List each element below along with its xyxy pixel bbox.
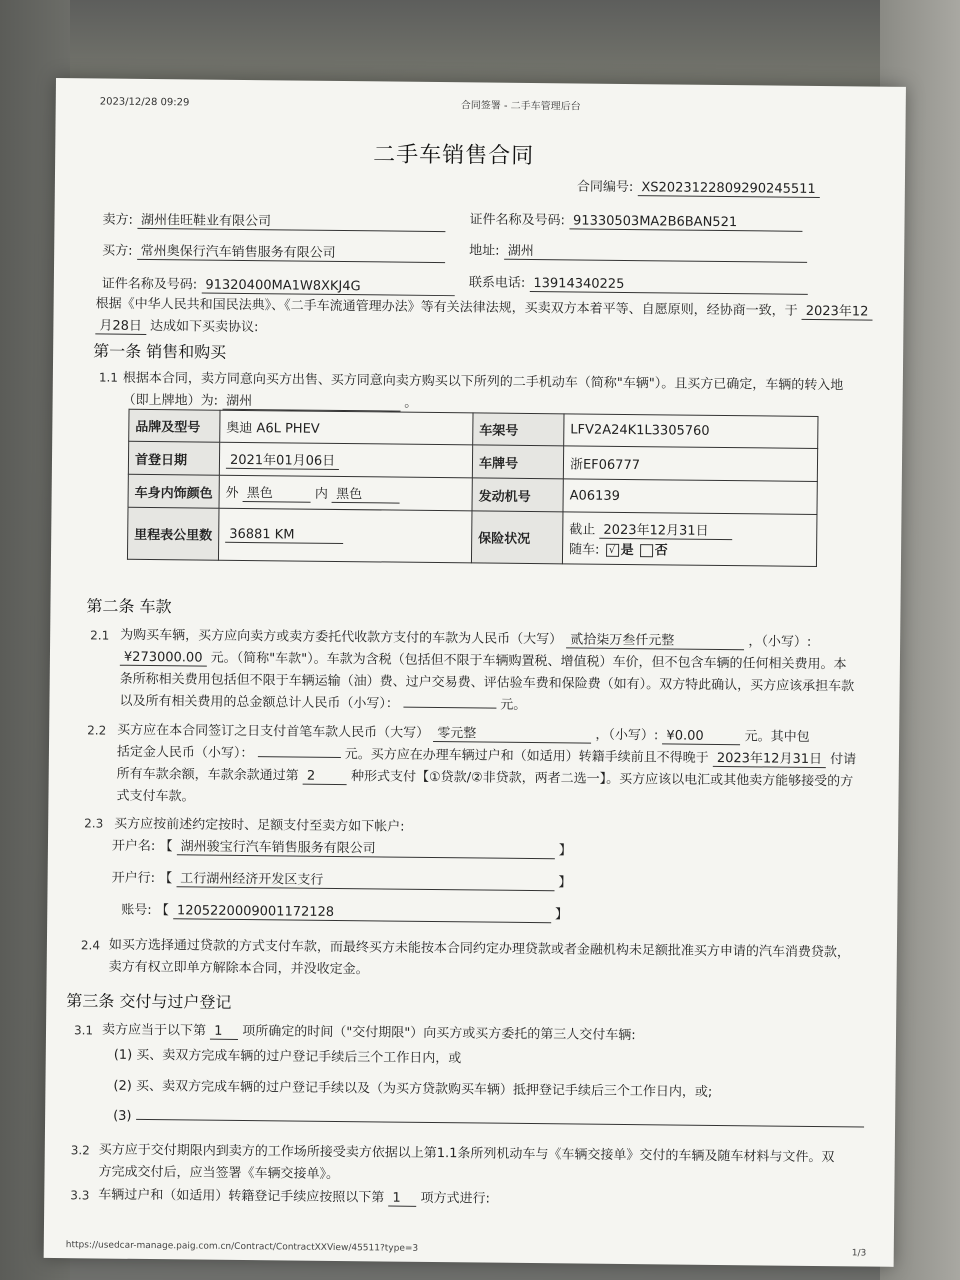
- delivery-option-2: (2) 买、卖双方完成车辆的过户登记手续以及（为买方贷款购买车辆）抵押登记手续后三个工作日内，或;: [113, 1078, 713, 1100]
- exterior-color: 黑色: [243, 482, 311, 503]
- vin: LFV2A24K1L3305760: [564, 414, 818, 449]
- intro-text-2: 达成如下买卖协议:: [150, 318, 259, 336]
- account-name: 湖州骏宝行汽车销售服务有限公司: [177, 835, 555, 859]
- plate: 浙EF06777: [563, 446, 817, 482]
- clause-2-1-end: 元。: [500, 697, 527, 713]
- insurance-cell: [562, 512, 817, 567]
- article-3-title: 第三条 交付与过户登记: [66, 991, 232, 1012]
- phone-row: [469, 271, 808, 295]
- insurance-label: 保险状况: [471, 511, 563, 564]
- no-checkbox: [640, 544, 653, 557]
- deposit-small-label: ，（小写）:: [595, 727, 659, 744]
- account-name-label: 开户名:: [111, 838, 156, 855]
- total-amount-blank: [403, 707, 496, 709]
- table-row: [127, 507, 817, 566]
- buyer-row: [102, 239, 445, 263]
- clause-2-2-text-c: 括定金人民币（小写）：: [116, 744, 254, 762]
- option-3-blank: [136, 1119, 864, 1128]
- earnest-blank: [258, 756, 341, 758]
- clause-2-2-text: 买方应在本合同签订之日支付首笔车款人民币（大写）: [117, 722, 430, 741]
- clause-2-2-text-g: 种形式支付【①贷款/②非贷款，两者二选一】。买方应该以电汇或其他卖方能够接受的方: [350, 769, 854, 790]
- option-3-label: (3): [113, 1108, 132, 1124]
- clause-3-1-number: 3.1: [73, 1023, 94, 1038]
- intro-date-1: 2023年12: [802, 300, 873, 321]
- interior-label: 内: [314, 486, 329, 502]
- seller-row: [102, 208, 445, 232]
- yes-checkbox: √: [606, 544, 619, 557]
- color-cell: [219, 475, 472, 511]
- clause-1-1-text: 根据本合同，卖方同意向买方出售、买方同意向卖方购买以下所列的二手机动车（简称"车辆"）。且买方已确定，车辆的转入地: [122, 370, 844, 394]
- buyer-label: 买方:: [102, 243, 133, 259]
- payment-method: 2: [303, 769, 347, 785]
- clause-3-3-number: 3.3: [70, 1188, 90, 1203]
- clause-2-1-text-4: 以及所有相关费用的总金额总计人民币（小写）：: [119, 693, 400, 712]
- delivery-option-3: [113, 1109, 864, 1132]
- bracket-right: 】: [558, 875, 572, 891]
- transfer-city: 湖州: [222, 390, 400, 412]
- engine: A06139: [563, 479, 817, 515]
- contract-number: XS2023122809290245511: [637, 180, 819, 198]
- vin-label: 车架号: [473, 413, 564, 446]
- clause-1-1-text-2: （即上牌地）为:: [122, 392, 219, 409]
- vehicle-table: [127, 409, 819, 567]
- seller-id: 91330503MA2B6BAN521: [569, 213, 802, 231]
- brand: 奥迪 A6L PHEV: [220, 410, 473, 445]
- account-number: 1205220009001172128: [173, 903, 551, 923]
- clause-2-2-text-f: 所有车款余额，车款余款通过第: [116, 766, 299, 784]
- clause-2-1-number: 2.1: [90, 628, 110, 643]
- reg-date: 2021年01月06日: [226, 449, 339, 470]
- clause-3-1-line-1: [102, 1019, 636, 1045]
- contract-number-label: 合同编号:: [576, 179, 634, 196]
- clause-3-2-number: 3.2: [70, 1143, 90, 1158]
- clause-2-4-line-1: 如买方选择通过贷款的方式支付车款，而最终买方未能按本合同约定办理贷款或者金融机构未足额批准买方申请的汽车消费贷款，: [108, 937, 850, 961]
- final-pay-date: 2023年12月31日: [713, 747, 826, 768]
- account-number-row: [121, 899, 568, 924]
- background-top: [0, 0, 960, 90]
- bank-name: 工行湖州经济开发区支行: [176, 867, 554, 891]
- insurance-until-row: [569, 518, 810, 541]
- insurance-until-label: 截止: [569, 522, 596, 538]
- transfer-item: 1: [388, 1191, 416, 1207]
- clause-2-1-line-4: [119, 690, 526, 713]
- bracket-left: 【: [159, 871, 173, 887]
- engine-label: 发动机号: [472, 478, 563, 512]
- footer-url: https://usedcar-manage.paig.com.cn/Contract/ContractXXView/45511?type=3: [65, 1240, 419, 1254]
- price-small-label: ，（小写）:: [748, 634, 812, 650]
- mileage-label: 里程表公里数: [127, 507, 219, 560]
- article-2-title: 第二条 车款: [86, 596, 172, 617]
- clause-3-3-line: [98, 1184, 490, 1208]
- no-label: 否: [654, 543, 668, 559]
- buyer-id: 91320400MA1W8XKJ4G: [201, 278, 454, 297]
- yes-label: 是: [620, 542, 634, 559]
- bracket-right: 】: [555, 907, 569, 923]
- seller-label: 卖方:: [102, 212, 133, 228]
- clause-2-3-text: 买方应按前述约定按时、足额支付至卖方如下帐户:: [114, 816, 405, 835]
- seller-name: 湖州佳旺鞋业有限公司: [137, 209, 445, 232]
- brand-label: 品牌及型号: [129, 409, 220, 442]
- clause-3-1-text: 卖方应当于以下第: [101, 1022, 207, 1039]
- print-page-title: 合同签署 - 二手车管理后台: [460, 100, 581, 113]
- contract-number-row: [577, 175, 820, 198]
- clause-2-2-text-b: 元。其中包: [744, 729, 810, 745]
- clause-1-1-end: 。: [404, 395, 418, 411]
- buyer-name: 常州奥保行汽车销售服务有限公司: [137, 240, 445, 263]
- clause-3-3-text-b: 项方式进行:: [420, 1190, 491, 1207]
- account-number-label: 账号:: [121, 902, 152, 919]
- article-1-title: 第一条 销售和购买: [93, 341, 227, 362]
- address-row: [469, 239, 807, 263]
- account-name-row: [112, 835, 572, 860]
- clause-2-2-text-e: 付请: [830, 752, 857, 768]
- reg-date-cell: [219, 442, 472, 478]
- contract-paper: [44, 78, 906, 1267]
- print-timestamp: 2023/12/28 09:29: [99, 96, 190, 109]
- delivery-option-1: (1) 买、卖双方完成车辆的过户登记手续后三个工作日内，或: [113, 1047, 462, 1067]
- clause-3-3-text: 车辆过户和（如适用）转籍登记手续应按照以下第: [98, 1187, 385, 1206]
- clause-2-4-line-2: 卖方有权立即单方解除本合同，并没收定金。: [108, 959, 369, 978]
- address: 湖州: [504, 240, 807, 263]
- phone-label: 联系电话:: [468, 275, 526, 291]
- bracket-right: 】: [558, 843, 572, 859]
- clause-1-1-number: 1.1: [98, 370, 119, 385]
- clause-2-1-line-3: 条所称相关费用包括但不限于车辆运输（油）费、过户交易费、评估验车费和保险费（如有）。双方特此确认，买方应该承担车款: [119, 671, 855, 695]
- plate-label: 车牌号: [472, 445, 563, 479]
- intro-line-2: [95, 314, 258, 336]
- price-upper: 贰拾柒万叁仟元整: [566, 628, 744, 650]
- insurance-until: 2023年12月31日: [599, 519, 732, 540]
- contract-title: 二手车销售合同: [373, 142, 535, 170]
- interior-color: 黑色: [332, 483, 400, 504]
- bank-row: [112, 867, 572, 892]
- insurance-with-row: [569, 538, 810, 560]
- clause-3-1-text-b: 项所确定的时间（"交付期限"）向买方或买方委托的第三人交付车辆:: [242, 1024, 636, 1044]
- address-label: 地址:: [469, 243, 500, 259]
- clause-2-2-number: 2.2: [87, 723, 107, 738]
- bracket-left: 【: [159, 839, 173, 855]
- clause-2-1-text-2: 元。（简称"车款"）。车款为含税（包括但不限于车辆购置税、增值税）车价，但不包含车辆的任何相关费用。本: [210, 650, 847, 673]
- deposit-upper: 零元整: [433, 722, 591, 744]
- clause-2-2-line-4: 式支付车款。: [116, 788, 195, 805]
- mileage-cell: [218, 508, 472, 563]
- seller-id-label: 证件名称及号码:: [469, 212, 566, 229]
- exterior-label: 外: [225, 485, 239, 501]
- deposit-amount: ¥0.00: [662, 728, 740, 745]
- footer-page: 1/3: [851, 1248, 867, 1259]
- reg-date-label: 首登日期: [128, 441, 219, 475]
- bank-label: 开户行:: [111, 870, 156, 887]
- bracket-left: 【: [155, 903, 169, 919]
- clause-3-2-line-1: 买方应于交付期限内到卖方的工作场所接受卖方依据以上第1.1条所列机动车与《车辆交接单》交付的车辆及随车材料与文件。双: [98, 1142, 835, 1166]
- mileage: 36881 KM: [225, 526, 343, 543]
- clause-2-2-text-d: 元。买方应在办理车辆过户和（如适用）转籍手续前且不得晚于: [344, 747, 709, 766]
- color-label: 车身内饰颜色: [128, 474, 219, 508]
- delivery-item: 1: [210, 1024, 238, 1040]
- intro-text: 根据《中华人民共和国民法典》、《二手车流通管理办法》等有关法律法规，买卖双方本着平等、自愿原则，经协商一致，于: [95, 296, 798, 319]
- buyer-id-label: 证件名称及号码:: [101, 276, 198, 293]
- price-amount: ¥273000.00: [120, 650, 207, 667]
- clause-2-1-text: 为购买车辆，买方应向卖方或卖方委托代收款方支付的车款为人民币（大写）: [120, 627, 563, 648]
- clause-2-3-number: 2.3: [84, 816, 104, 831]
- seller-id-row: [469, 208, 802, 231]
- intro-date-2: 月28日: [95, 314, 146, 335]
- clause-2-4-number: 2.4: [80, 938, 101, 953]
- clause-3-2-line-2: 方完成交付后，应当签署《车辆交接单》。: [98, 1164, 340, 1183]
- with-car-label: 随车:: [569, 542, 600, 558]
- phone: 13914340225: [529, 276, 807, 295]
